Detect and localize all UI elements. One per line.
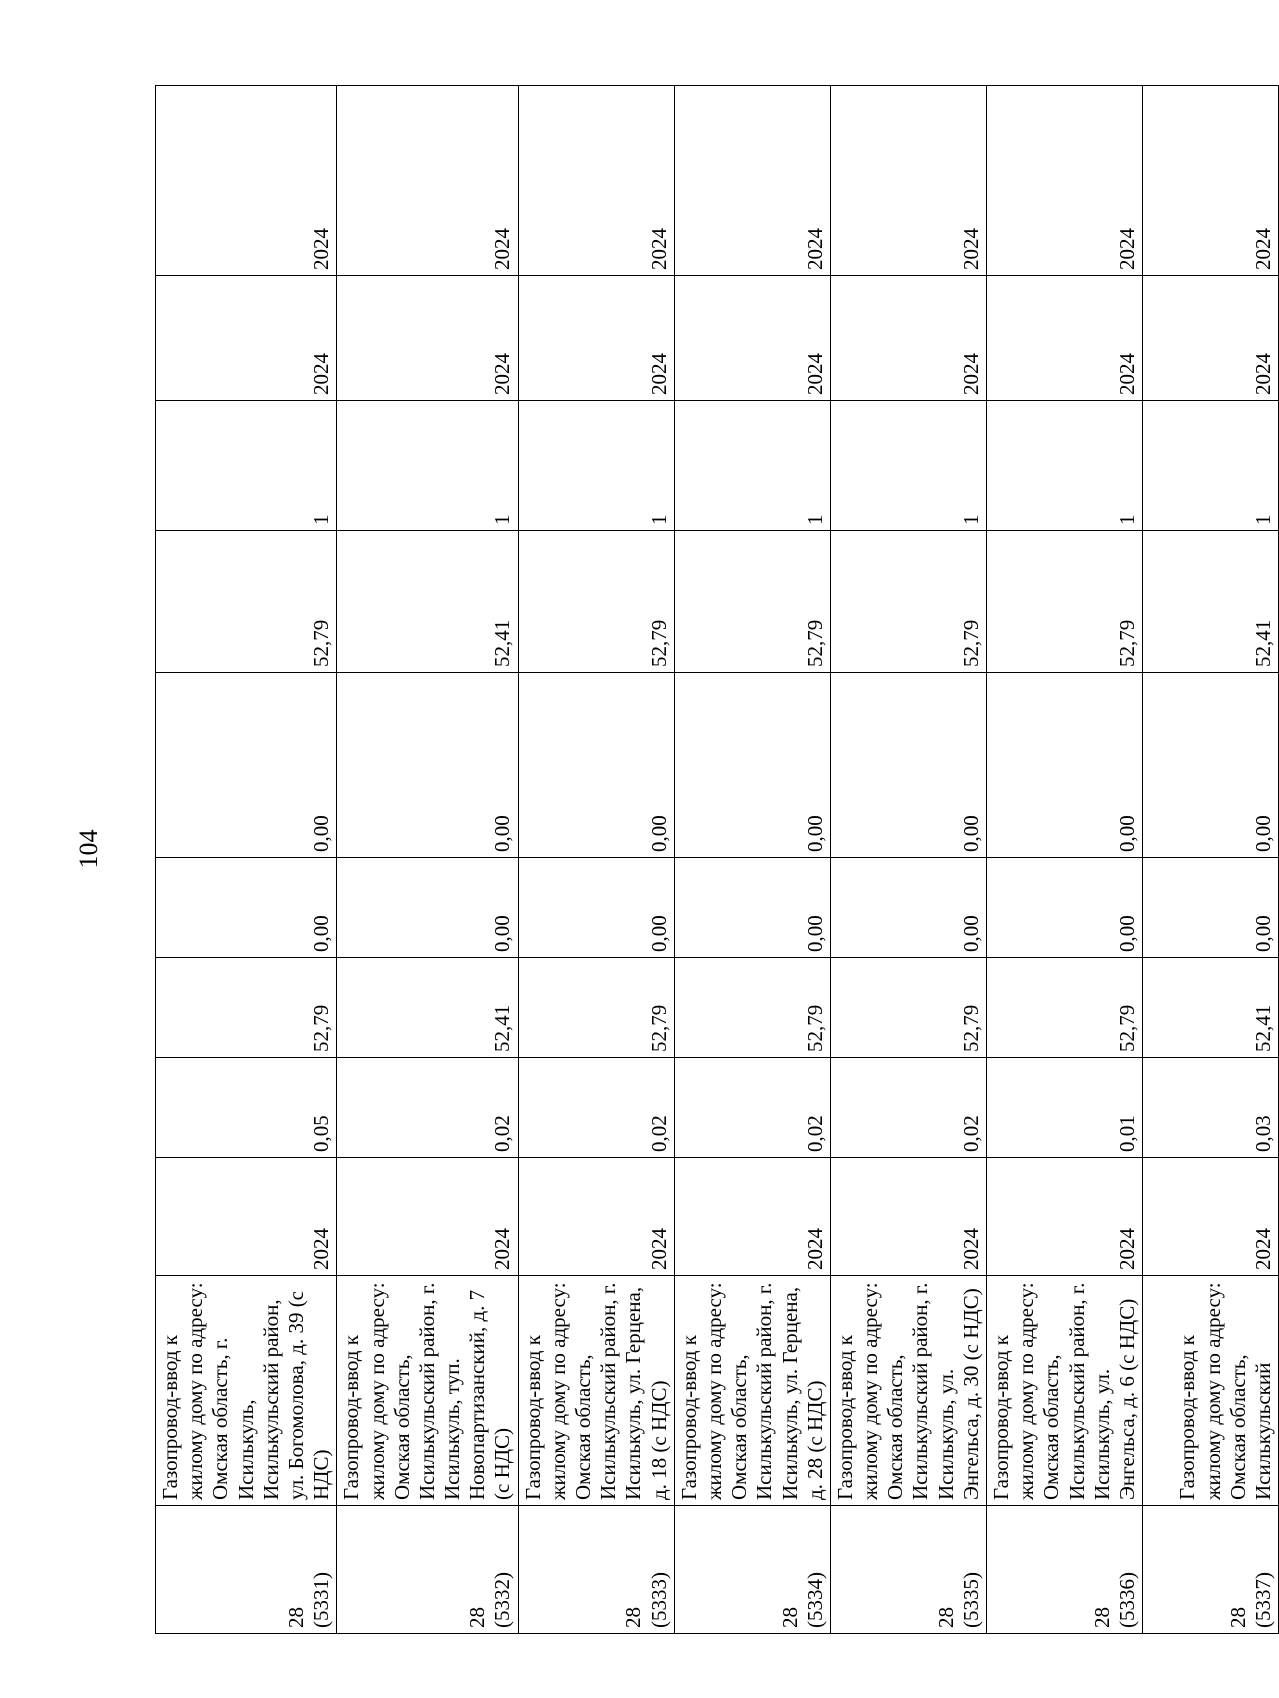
row-number: 28 [1225, 1607, 1250, 1628]
object-name: Газопровод-ввод к жилому дому по адресу: Омская область, Исилькульский район, г. Исилькуль, туп. Новопартизанский, д. 7 (с НДС) [339, 1282, 515, 1500]
value-2-cell: 0,00 [1143, 673, 1279, 858]
quantity-cell: 1 [518, 401, 674, 531]
year-start-cell: 2024 [337, 1158, 518, 1276]
row-code: (5336) [1114, 1572, 1139, 1628]
year-start-cell: 2024 [830, 1158, 986, 1276]
row-code: (5334) [802, 1572, 827, 1628]
year-start-cell: 2024 [1143, 1158, 1279, 1276]
year-a-cell: 2024 [337, 276, 518, 401]
row-number: 28 [283, 1607, 308, 1628]
quantity-cell: 1 [156, 401, 337, 531]
length-cell: 0,02 [830, 1058, 986, 1158]
quantity-cell: 1 [830, 401, 986, 531]
value-1-cell: 0,00 [830, 858, 986, 958]
value-2-cell: 0,00 [337, 673, 518, 858]
year-a-cell: 2024 [156, 276, 337, 401]
capex-cell: 52,41 [337, 531, 518, 673]
row-code: (5333) [646, 1572, 671, 1628]
value-1-cell: 0,00 [518, 858, 674, 958]
total-cell: 52,41 [337, 958, 518, 1058]
total-cell: 52,79 [987, 958, 1143, 1058]
row-number-cell [156, 1506, 337, 1634]
year-b-cell: 2024 [987, 86, 1143, 276]
object-name: Газопровод-ввод к жилому дому по адресу: Омская область, г. Исилькуль, Исилькульский район, ул. Богомолова, д. 39 (с НДС) [158, 1282, 334, 1500]
page-number: 104 [74, 829, 103, 869]
object-name-cell [156, 1276, 337, 1506]
rotated-table-container [155, 86, 1275, 1634]
quantity-cell: 1 [337, 401, 518, 531]
row-code: (5331) [309, 1572, 334, 1628]
year-a-cell: 2024 [518, 276, 674, 401]
year-a-cell: 2024 [987, 276, 1143, 401]
row-number-cell [518, 1506, 674, 1634]
value-2-cell: 0,00 [830, 673, 986, 858]
length-cell: 0,03 [1143, 1058, 1279, 1158]
capex-cell: 52,79 [674, 531, 830, 673]
capex-cell: 52,41 [1143, 531, 1279, 673]
capex-cell: 52,79 [830, 531, 986, 673]
year-b-cell: 2024 [337, 86, 518, 276]
table-row [1143, 86, 1279, 1634]
table-row [830, 86, 986, 1634]
object-name: Газопровод-ввод к жилому дому по адресу: Омская область, Исилькульский район, г. Исилькуль, ул. Энгельса, д. 6 (с НДС) [989, 1282, 1139, 1500]
row-code: (5335) [958, 1572, 983, 1628]
row-number: 28 [465, 1607, 490, 1628]
table-row [156, 86, 337, 1634]
object-name: Газопровод-ввод к жилому дому по адресу: Омская область, Исилькульский район, г. Исилькуль, ул. Герцена, д. 28 (с НДС) [676, 1282, 827, 1500]
year-start-cell: 2024 [156, 1158, 337, 1276]
row-number-cell [1143, 1506, 1279, 1634]
object-name: Газопровод-ввод к жилому дому по адресу: Омская область, Исилькульский район, г. Исилькуль, ул. Герцена, д. 18 (с НДС) [520, 1282, 671, 1500]
table-row [518, 86, 674, 1634]
year-a-cell: 2024 [674, 276, 830, 401]
row-number-cell [830, 1506, 986, 1634]
row-number-cell [987, 1506, 1143, 1634]
object-name: Газопровод-ввод к жилому дому по адресу: Омская область, Исилькульский [1175, 1282, 1275, 1500]
table-row [337, 86, 518, 1634]
value-2-cell: 0,00 [987, 673, 1143, 858]
object-name-cell [674, 1276, 830, 1506]
object-name: Газопровод-ввод к жилому дому по адресу: Омская область, Исилькульский район, г. Исилькуль, ул. Энгельса, д. 30 (с НДС) [832, 1282, 983, 1500]
value-1-cell: 0,00 [1143, 858, 1279, 958]
total-cell: 52,79 [830, 958, 986, 1058]
year-start-cell: 2024 [674, 1158, 830, 1276]
year-a-cell: 2024 [1143, 276, 1279, 401]
capex-cell: 52,79 [518, 531, 674, 673]
length-cell: 0,02 [518, 1058, 674, 1158]
year-b-cell: 2024 [1143, 86, 1279, 276]
length-cell: 0,05 [156, 1058, 337, 1158]
total-cell: 52,41 [1143, 958, 1279, 1058]
year-start-cell: 2024 [518, 1158, 674, 1276]
quantity-cell: 1 [674, 401, 830, 531]
object-name-cell [987, 1276, 1143, 1506]
value-1-cell: 0,00 [156, 858, 337, 958]
length-cell: 0,02 [337, 1058, 518, 1158]
value-2-cell: 0,00 [674, 673, 830, 858]
value-1-cell: 0,00 [337, 858, 518, 958]
value-2-cell: 0,00 [156, 673, 337, 858]
total-cell: 52,79 [674, 958, 830, 1058]
investment-table [155, 85, 1279, 1634]
row-code: (5337) [1250, 1572, 1275, 1628]
object-name-cell [830, 1276, 986, 1506]
table-row [674, 86, 830, 1634]
row-number: 28 [933, 1607, 958, 1628]
capex-cell: 52,79 [987, 531, 1143, 673]
capex-cell: 52,79 [156, 531, 337, 673]
length-cell: 0,01 [987, 1058, 1143, 1158]
year-b-cell: 2024 [674, 86, 830, 276]
value-2-cell: 0,00 [518, 673, 674, 858]
total-cell: 52,79 [156, 958, 337, 1058]
length-cell: 0,02 [674, 1058, 830, 1158]
year-start-cell: 2024 [987, 1158, 1143, 1276]
object-name-cell [337, 1276, 518, 1506]
value-1-cell: 0,00 [674, 858, 830, 958]
row-number: 28 [1089, 1607, 1114, 1628]
object-name-cell [518, 1276, 674, 1506]
row-number: 28 [621, 1607, 646, 1628]
object-name-cell [1143, 1276, 1279, 1506]
row-number-cell [337, 1506, 518, 1634]
row-number: 28 [777, 1607, 802, 1628]
value-1-cell: 0,00 [987, 858, 1143, 958]
row-number-cell [674, 1506, 830, 1634]
year-b-cell: 2024 [830, 86, 986, 276]
year-b-cell: 2024 [518, 86, 674, 276]
year-b-cell: 2024 [156, 86, 337, 276]
total-cell: 52,79 [518, 958, 674, 1058]
row-code: (5332) [490, 1572, 515, 1628]
quantity-cell: 1 [987, 401, 1143, 531]
quantity-cell: 1 [1143, 401, 1279, 531]
table-row [987, 86, 1143, 1634]
year-a-cell: 2024 [830, 276, 986, 401]
